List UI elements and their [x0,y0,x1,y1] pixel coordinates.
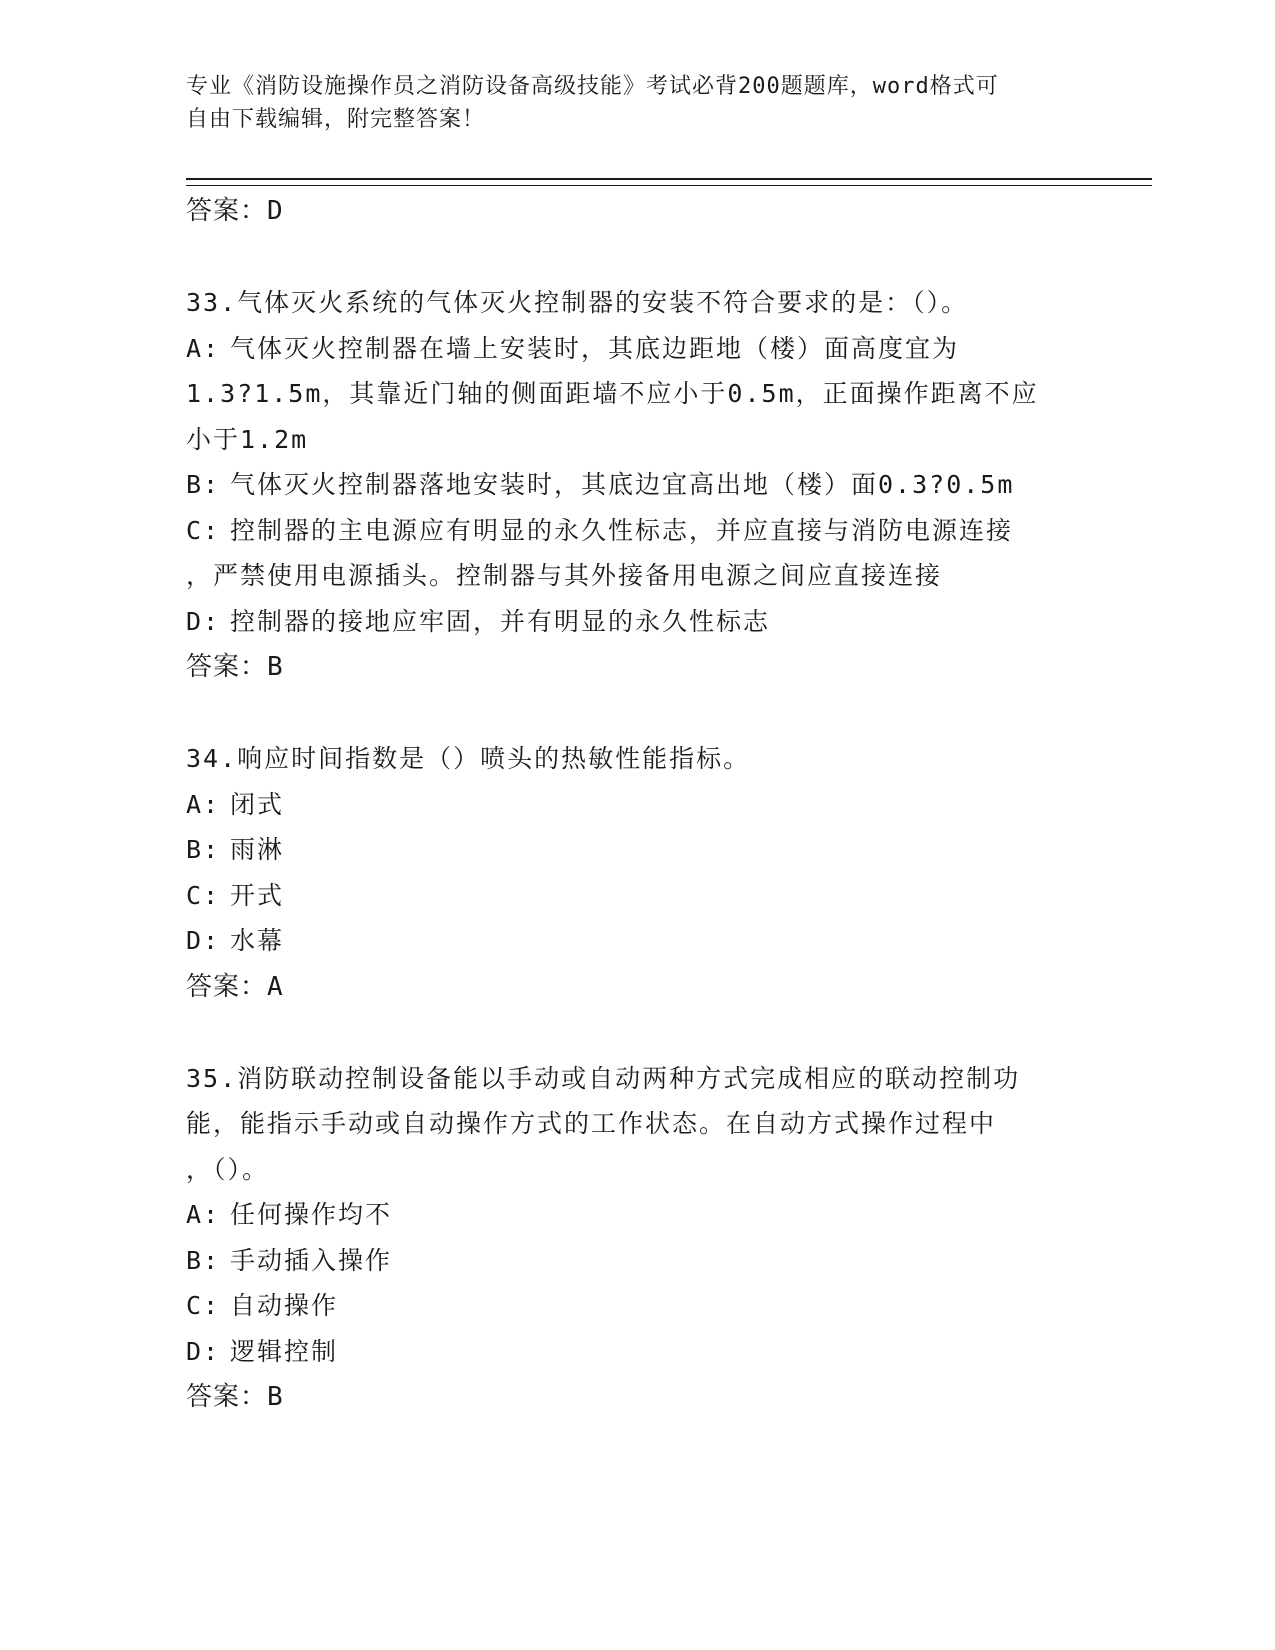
question-answer [186,1374,1152,1420]
header-line-2: 自由下载编辑，附完整答案！ [186,107,486,132]
option-key: D: [186,1336,221,1366]
option-text: 任何操作均不 [230,1200,393,1229]
question-stem-line: 34.响应时间指数是（）喷头的热敏性能指标。 [186,744,751,773]
option-text: 逻辑控制 [230,1336,339,1366]
option-key: D: [186,926,221,955]
answer-value: A [267,971,284,1002]
option-line [186,918,1152,964]
question-gap [186,1010,1152,1056]
option-key: D: [186,606,221,636]
question-stem-line: 33.气体灭火系统的气体灭火控制器的安装不符合要求的是：（）。 [186,288,969,317]
option-text: 气体灭火控制器在墙上安装时，其底边距地（楼）面高度宜为 [230,333,960,363]
option-key: B: [186,835,221,864]
question-stem-line: ，（）。 [186,1154,270,1184]
option-key: C: [186,515,221,545]
question-answer [186,644,1152,690]
option-key: C: [186,880,221,910]
option-line [186,462,1152,508]
answer-value: B [267,652,284,682]
option-key: A: [186,1200,221,1229]
option-text: 小于1.2m [186,424,309,454]
option-key: A: [186,789,221,819]
option-line [186,326,1152,372]
option-line [186,1238,1152,1284]
answer-label: 答案： [186,1382,268,1412]
answer-value: B [267,1382,284,1412]
question-gap [186,690,1152,736]
answer-label: 答案： [186,652,268,682]
option-text: 1.3?1.5m，其靠近门轴的侧面距墙不应小于0.5m，正面操作距离不应 [186,379,1039,408]
option-line [186,553,1152,599]
option-line [186,508,1152,554]
answer-label: 答案： [186,196,268,226]
option-text: 自动操作 [230,1291,339,1320]
option-line [186,1283,1152,1329]
prev-answer [186,188,1152,234]
option-text: ，严禁使用电源插头。控制器与其外接备用电源之间应直接连接 [186,561,943,590]
header-line-1: 专业《消防设施操作员之消防设备高级技能》考试必背200题题库，word格式可 [186,74,999,99]
option-line [186,827,1152,873]
question-gap [186,234,1152,280]
question-block [186,736,1152,1010]
question-list [186,188,1152,1420]
option-text: 气体灭火控制器落地安装时，其底边宜高出地（楼）面0.3?0.5m [230,470,1015,499]
option-text: 控制器的接地应牢固，并有明显的永久性标志 [230,606,771,636]
option-line [186,873,1152,919]
question-stem-line: 35.消防联动控制设备能以手动或自动两种方式完成相应的联动控制功 [186,1063,1021,1093]
option-text: 水幕 [230,926,285,955]
option-key: B: [186,1245,221,1275]
question-stem-line: 能，能指示手动或自动操作方式的工作状态。在自动方式操作过程中 [186,1109,997,1138]
option-text: 手动插入操作 [230,1245,393,1275]
question-block [186,1056,1152,1421]
option-line [186,417,1152,463]
page-header [186,70,1086,136]
option-text: 雨淋 [230,835,285,864]
answer-value: D [267,196,284,226]
option-line [186,1192,1152,1238]
option-text: 闭式 [230,789,285,819]
option-line [186,371,1152,417]
option-line [186,599,1152,645]
option-text: 控制器的主电源应有明显的永久性标志，并应直接与消防电源连接 [230,515,1014,545]
question-answer [186,964,1152,1010]
option-key: A: [186,333,221,363]
option-key: B: [186,470,221,499]
option-key: C: [186,1291,221,1320]
header-divider [186,178,1152,186]
answer-label: 答案： [186,971,268,1002]
option-text: 开式 [230,880,285,910]
option-line [186,782,1152,828]
question-block [186,280,1152,690]
option-line [186,1329,1152,1375]
